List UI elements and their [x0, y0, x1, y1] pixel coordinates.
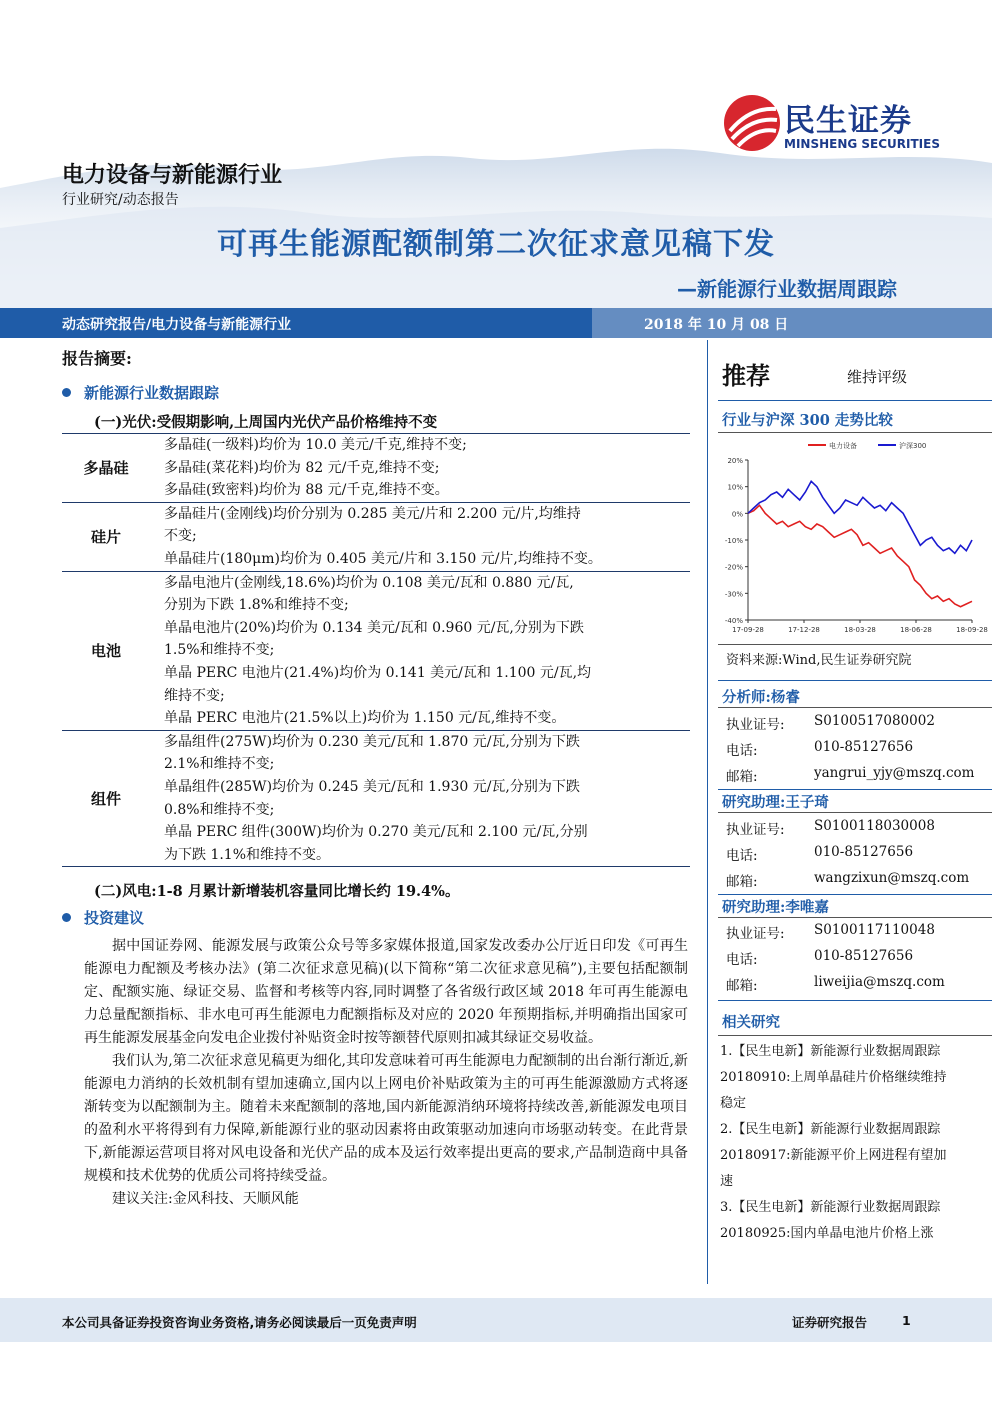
assistant2-cert-row [726, 922, 935, 942]
header-bar-date: 2018 年 10 月 08 日 [644, 317, 789, 333]
assistant1-cert-row [726, 818, 935, 838]
table-category: 多晶硅 [62, 434, 150, 503]
divider [718, 812, 992, 813]
table-row [62, 730, 690, 867]
series-line-hs300 [748, 481, 972, 553]
table-detail-line: 多晶电池片(金刚线,18.6%)均价为 0.108 美元/瓦和 0.880 元/瓦, [164, 574, 574, 591]
assistant1-title: 研究助理:王子琦 [722, 794, 829, 811]
related-line[interactable]: 20180917:新能源平价上网进程有望加 [720, 1148, 947, 1163]
assistant2-cert: S0100117110048 [814, 922, 935, 938]
phone-label: 电话: [726, 743, 758, 759]
solar-price-table [62, 433, 690, 867]
logo-name-cn: 民生证券 [784, 103, 912, 139]
table-row [62, 502, 690, 571]
table-detail-line: 单晶 PERC 电池片(21.4%)均价为 0.141 美元/瓦和 1.100 元/瓦,均 [164, 664, 592, 681]
column-divider [707, 340, 708, 1284]
summary-heading: 报告摘要: [62, 349, 132, 368]
analyst-email-row [726, 765, 975, 785]
divider [718, 1000, 992, 1001]
email-label: 邮箱: [726, 978, 758, 994]
industry-label: 电力设备与新能源行业 [62, 163, 283, 188]
divider [718, 644, 992, 645]
logo-emblem-icon [722, 93, 782, 153]
assistant2-email[interactable]: liweijia@mszq.com [814, 974, 945, 990]
table-details [150, 730, 690, 867]
table-detail-line: 分别为下跌 1.8%和维持不变; [164, 597, 349, 614]
analyst-cert: S0100517080002 [814, 713, 935, 729]
y-tick-label: -10% [724, 537, 743, 545]
table-category: 组件 [62, 730, 150, 867]
related-list [720, 1039, 982, 1247]
table-detail-line: 单晶硅片(180μm)均价为 0.405 美元/片和 3.150 元/片,均维持不变。 [164, 550, 602, 567]
table-details [150, 571, 690, 730]
phone-label: 电话: [726, 952, 758, 968]
related-line[interactable]: 20180925:国内单晶电池片价格上涨 [720, 1226, 934, 1241]
email-label: 邮箱: [726, 769, 758, 785]
report-title: 可再生能源配额制第二次征求意见稿下发 [217, 227, 775, 262]
table-detail-line: 1.5%和维持不变; [164, 642, 275, 659]
table-detail-line: 单晶 PERC 电池片(21.5%以上)均价为 1.150 元/瓦,维持不变。 [164, 710, 566, 727]
chart-title: 行业与沪深 300 走势比较 [722, 412, 893, 429]
table-detail-line: 单晶组件(285W)均价为 0.245 美元/瓦和 1.930 元/瓦,分别为下跌 [164, 778, 580, 795]
chart-source: 资料来源:Wind,民生证券研究院 [726, 653, 912, 668]
table-details [150, 502, 690, 571]
divider [718, 789, 992, 790]
series-line-industry [748, 505, 972, 606]
y-tick-label: -40% [724, 617, 743, 625]
y-tick-label: -30% [724, 590, 743, 599]
assistant1-phone-row [726, 844, 914, 864]
y-tick-label: 20% [727, 457, 743, 465]
related-line[interactable]: 20180910:上周单晶硅片价格继续维持 [720, 1070, 947, 1085]
table-category: 硅片 [62, 502, 150, 571]
assistant1-phone: 010-85127656 [814, 844, 914, 860]
footer-label: 证券研究报告 [792, 1315, 868, 1330]
advice-paragraph-1: 据中国证券网、能源发展与政策公众号等多家媒体报道,国家发改委办公厅近日印发《可再生能源电力配额及考核办法》(第二次征求意见稿)(以下简称“第二次征求意见稿”),主要包括配额制定、配额实施、绿证交易、监督和考核等内容,同时调整了各省级行政区域 2018 年可再生能源电力总量配额指标、非水电可再生能源电力配额指标及对应的 2020 年预期指标,并明确指出国家可再生能源发展基金向发电企业拨付补贴资金时按等额替代原则扣减其绿证交易收益。 [84, 938, 688, 1046]
trend-chart [716, 436, 988, 636]
x-tick-label: 18-03-28 [844, 626, 876, 634]
analyst-title: 分析师:杨睿 [722, 689, 800, 706]
divider [718, 432, 992, 433]
table-detail-line: 不变; [164, 528, 197, 545]
page-number: 1 [902, 1313, 911, 1328]
footer-disclaimer: 本公司具备证券投资咨询业务资格,请务必阅读最后一页免责声明 [62, 1315, 417, 1330]
assistant2-email-row [726, 974, 945, 994]
related-line[interactable]: 1.【民生电新】新能源行业数据周跟踪 [720, 1044, 941, 1059]
assistant2-phone: 010-85127656 [814, 948, 914, 964]
section-investment-advice: 投资建议 [84, 909, 145, 927]
table-detail-line: 2.1%和维持不变; [164, 756, 275, 773]
analyst-phone-row [726, 739, 914, 759]
assistant1-cert: S0100118030008 [814, 818, 935, 834]
advice-paragraph-2: 我们认为,第二次征求意见稿更为细化,其印发意味着可再生能源电力配额制的出台渐行渐近,新能源电力消纳的长效机制有望加速确立,国内以上网电价补贴政策为主的可再生能源激励方式将逐渐转变为以配额制为主。随着未来配额制的落地,国内新能源消纳环境将持续改善,新能源发电项目的盈利水平将得到有力保障,新能源行业的驱动因素将由政策驱动加速向市场驱动转变。在此背景下,新能源运营项目将对风电设备和光伏产品的成本及运行效率提出更高的要求,产品制造商中具备规模和技术优势的优质公司将持续受益。 [84, 1053, 688, 1184]
table-row [62, 571, 690, 730]
related-line[interactable]: 稳定 [720, 1096, 747, 1111]
table-detail-line: 多晶硅(一级料)均价为 10.0 美元/千克,维持不变; [164, 437, 467, 453]
analyst-phone: 010-85127656 [814, 739, 914, 755]
divider [718, 707, 992, 708]
assistant2-phone-row [726, 948, 914, 968]
related-line[interactable]: 3.【民生电新】新能源行业数据周跟踪 [720, 1200, 941, 1215]
y-tick-label: -20% [724, 563, 743, 572]
related-line[interactable]: 速 [720, 1174, 734, 1189]
legend-label: 沪深300 [899, 442, 927, 450]
report-subtitle: —新能源行业数据周跟踪 [677, 277, 897, 301]
table-detail-line: 单晶 PERC 组件(300W)均价为 0.270 美元/瓦和 2.100 元/瓦,分别 [164, 824, 588, 841]
solar-subheading: (一)光伏:受假期影响,上周国内光伏产品价格维持不变 [94, 414, 438, 431]
company-logo [722, 93, 962, 157]
divider [718, 917, 992, 918]
table-detail-line: 多晶组件(275W)均价为 0.230 美元/瓦和 1.870 元/瓦,分别为下跌 [164, 733, 580, 750]
x-tick-label: 17-12-28 [788, 626, 820, 634]
recommendation: 推荐 [722, 362, 770, 390]
x-tick-label: 17-09-28 [732, 626, 764, 634]
table-detail-line: 多晶硅(致密料)均价为 88 元/千克,维持不变。 [164, 482, 449, 499]
x-tick-label: 18-09-28 [956, 626, 988, 634]
table-detail-line: 多晶硅片(金刚线)均价分别为 0.285 美元/片和 2.200 元/片,均维持 [164, 505, 581, 522]
header-bar-category: 动态研究报告/电力设备与新能源行业 [62, 317, 292, 333]
bullet-icon [62, 913, 71, 922]
wind-subheading: (二)风电:1-8 月累计新增装机容量同比增长约 19.4%。 [94, 883, 460, 900]
legend-label: 电力设备 [829, 442, 857, 450]
table-detail-line: 为下跌 1.1%和维持不变。 [164, 846, 331, 863]
table-detail-line: 维持不变; [164, 687, 225, 704]
rating: 维持评级 [847, 368, 908, 386]
table-category: 电池 [62, 571, 150, 730]
assistant1-email[interactable]: wangzixun@mszq.com [814, 870, 970, 886]
analyst-email[interactable]: yangrui_yjy@mszq.com [814, 765, 975, 781]
y-tick-label: 0% [731, 510, 743, 519]
related-line[interactable]: 2.【民生电新】新能源行业数据周跟踪 [720, 1122, 941, 1137]
divider [718, 400, 992, 401]
phone-label: 电话: [726, 848, 758, 864]
logo-name-en: MINSHENG SECURITIES [784, 137, 940, 151]
advice-text [84, 935, 688, 1211]
divider [718, 894, 992, 895]
email-label: 邮箱: [726, 874, 758, 890]
report-type: 行业研究/动态报告 [62, 192, 179, 208]
cert-label: 执业证号: [726, 717, 785, 733]
y-tick-label: 10% [727, 483, 743, 492]
table-details [150, 434, 690, 503]
related-title: 相关研究 [722, 1014, 780, 1031]
cert-label: 执业证号: [726, 926, 785, 942]
table-row [62, 434, 690, 503]
section-data-tracking: 新能源行业数据跟踪 [84, 384, 220, 402]
assistant2-title: 研究助理:李唯嘉 [722, 899, 829, 916]
cert-label: 执业证号: [726, 822, 785, 838]
table-detail-line: 多晶硅(菜花料)均价为 82 元/千克,维持不变; [164, 459, 440, 476]
table-detail-line: 0.8%和维持不变; [164, 801, 275, 818]
divider [718, 1035, 992, 1036]
x-tick-label: 18-06-28 [900, 626, 932, 634]
assistant1-email-row [726, 870, 970, 890]
advice-paragraph-3: 建议关注:金风科技、天顺风能 [112, 1191, 299, 1207]
bullet-icon [62, 388, 71, 397]
analyst-cert-row [726, 713, 935, 733]
table-detail-line: 单晶电池片(20%)均价为 0.134 美元/瓦和 0.960 元/瓦,分别为下跌 [164, 619, 584, 636]
divider [718, 680, 992, 681]
